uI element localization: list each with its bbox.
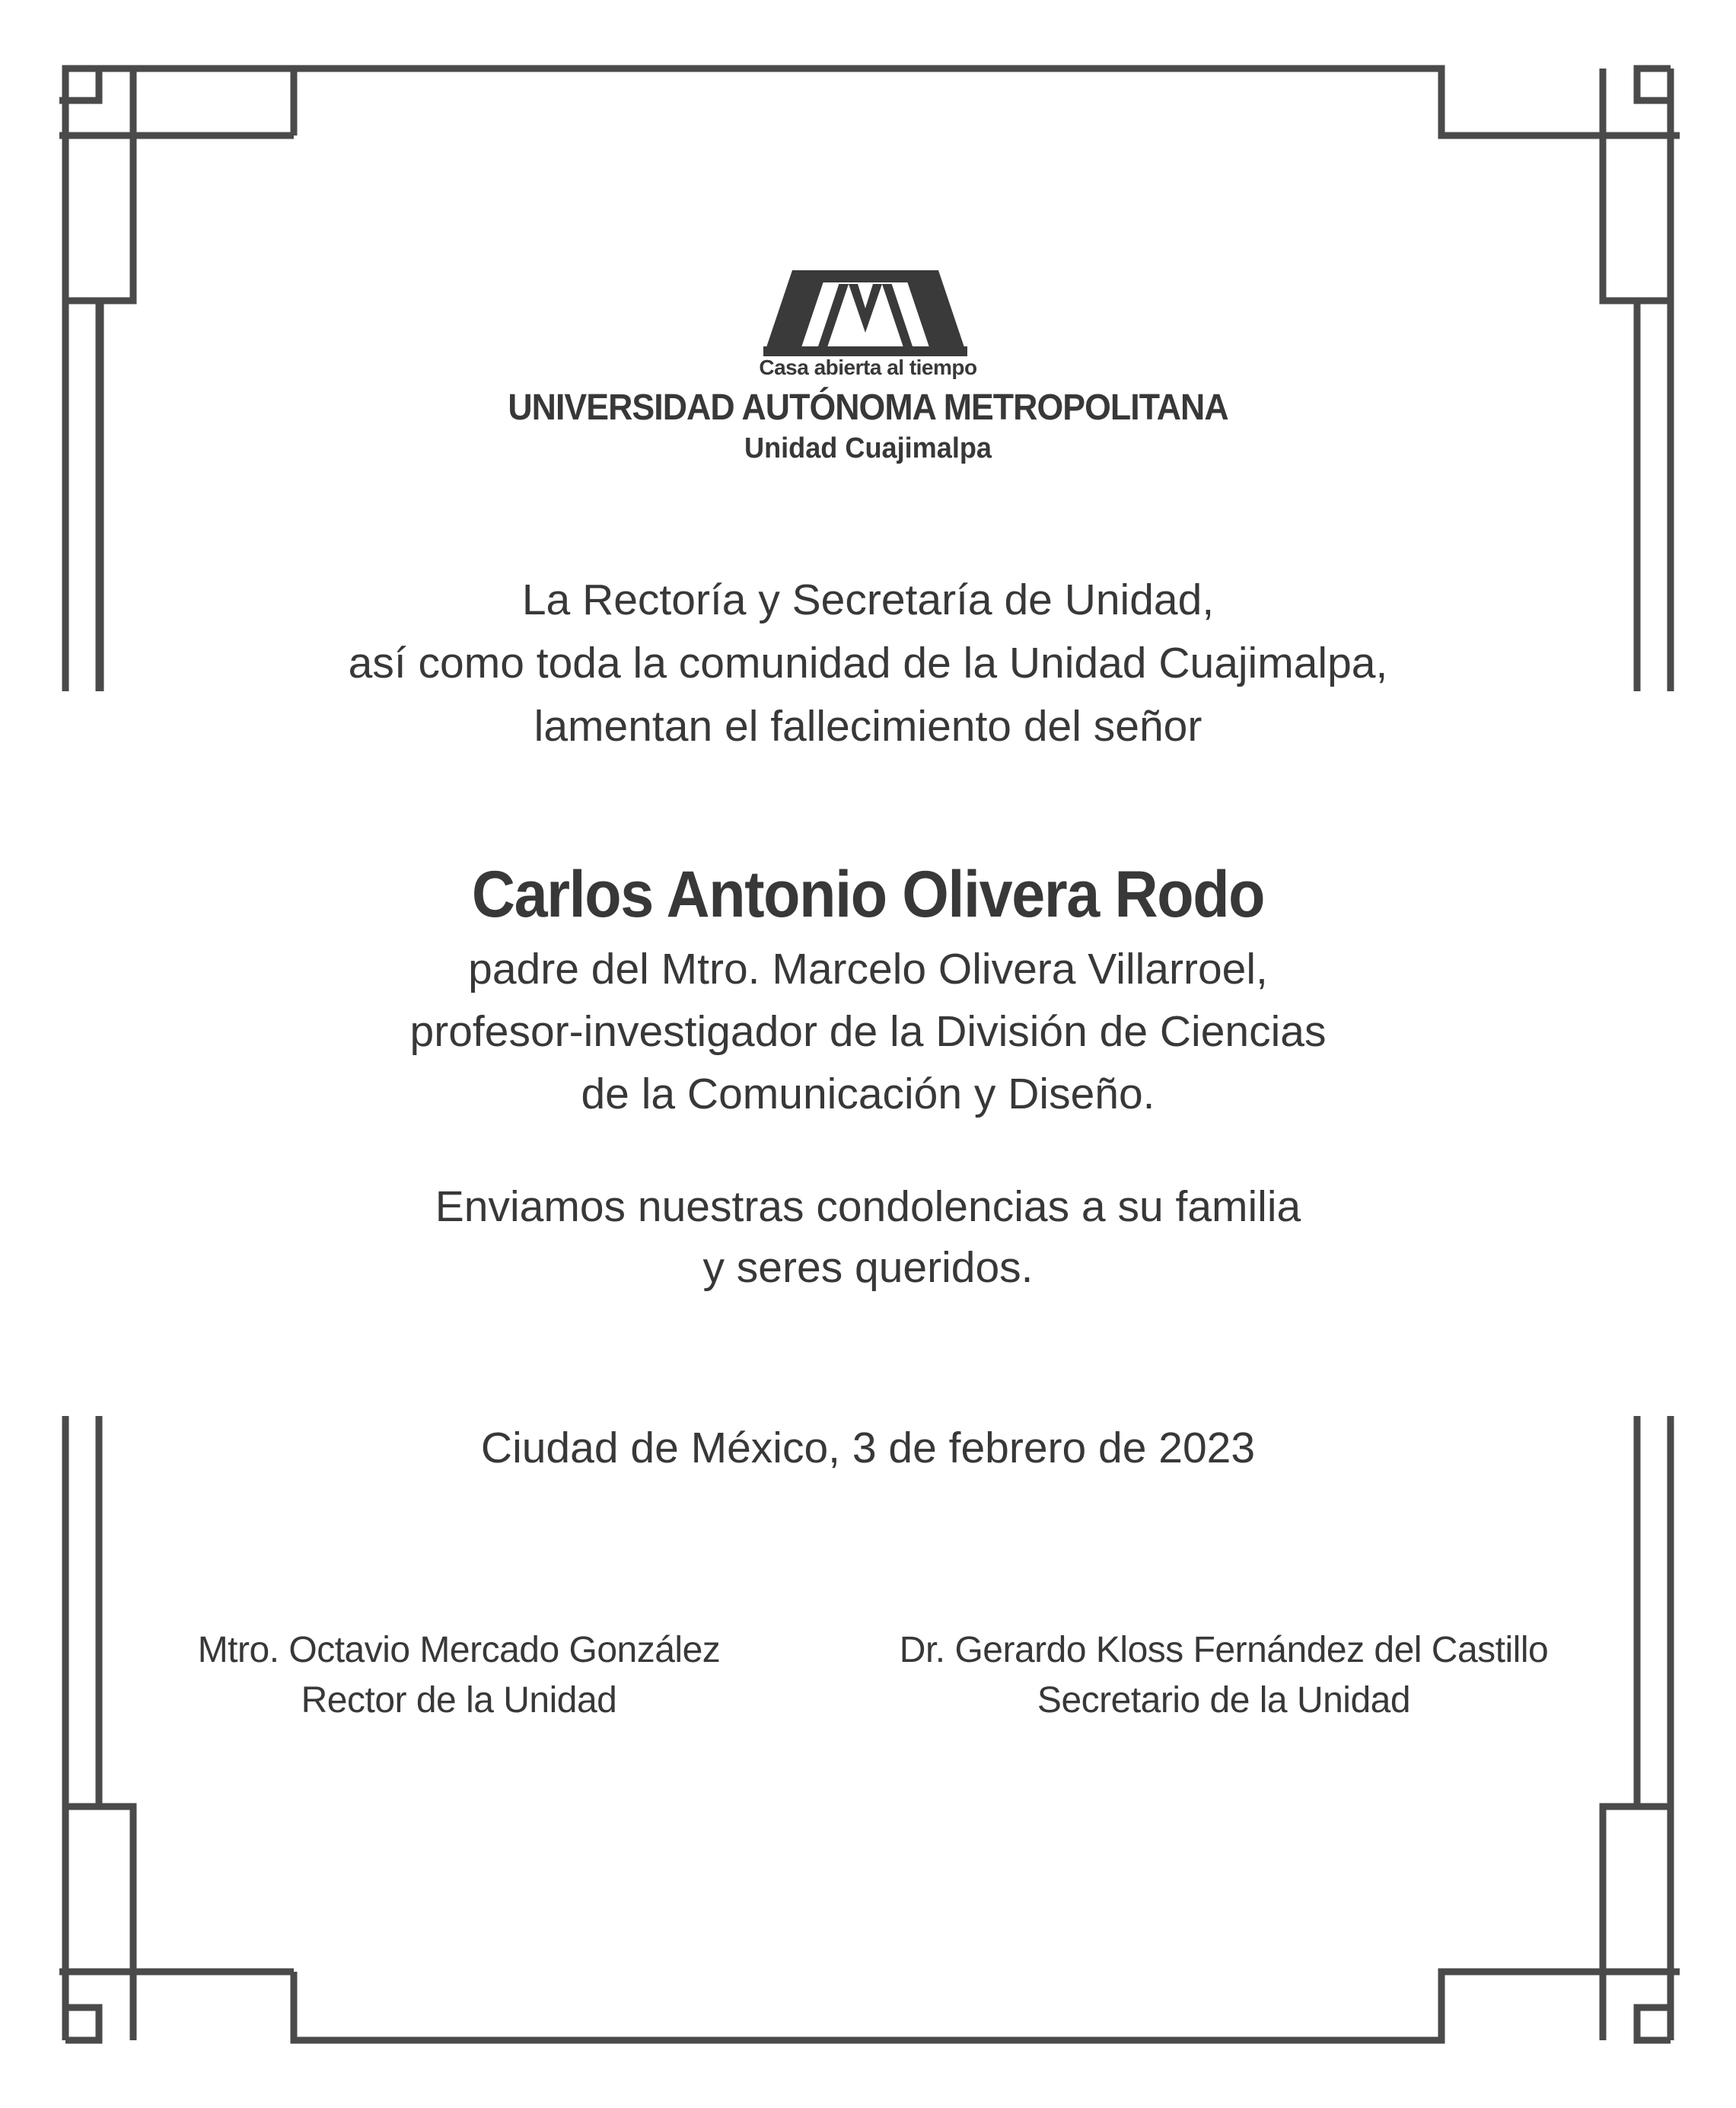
relation-line: padre del Mtro. Marcelo Olivera Villarroel, xyxy=(468,945,1268,993)
signatory-name: Dr. Gerardo Kloss Fernández del Castillo xyxy=(899,1630,1549,1670)
frame-tr-outer xyxy=(1637,69,1671,100)
intro-line: así como toda la comunidad de la Unidad Cuajimalpa, xyxy=(348,639,1388,687)
institution-unit: Unidad Cuajimalpa xyxy=(744,432,992,464)
intro-line: La Rectoría y Secretaría de Unidad, xyxy=(521,576,1215,624)
condolence-line: y seres queridos. xyxy=(702,1243,1034,1292)
intro-paragraph xyxy=(0,569,1736,758)
logo-motto: Casa abierta al tiempo xyxy=(759,356,977,379)
deceased-name: Carlos Antonio Olivera Rodo xyxy=(471,858,1265,931)
intro-line: lamentan el fallecimiento del señor xyxy=(534,702,1202,751)
frame-tl-line2 xyxy=(99,69,133,301)
frame-bl-outer xyxy=(65,2008,99,2040)
relation-paragraph xyxy=(0,938,1736,1125)
signatory-title: Rector de la Unidad xyxy=(301,1680,617,1721)
frame-br-line1 xyxy=(1637,1416,1671,2008)
relation-line: de la Comunicación y Diseño. xyxy=(581,1070,1155,1118)
frame-tl-outer xyxy=(65,69,99,100)
frame-bl-line2 xyxy=(99,1807,133,2040)
frame-top-band xyxy=(294,69,1680,136)
frame-bottom-band xyxy=(294,1972,1680,2040)
institution-name: UNIVERSIDAD AUTÓNOMA METROPOLITANA xyxy=(508,387,1228,428)
signatory-secretary xyxy=(843,1625,1604,1726)
frame-br-line2 xyxy=(1603,1807,1637,2040)
condolence-line: Enviamos nuestras condolencias a su familia xyxy=(435,1182,1301,1231)
signatory-name: Mtro. Octavio Mercado González xyxy=(197,1630,721,1670)
relation-line: profesor-investigador de la División de Ciencias xyxy=(409,1007,1327,1056)
signatory-title: Secretario de la Unidad xyxy=(1037,1680,1411,1721)
place-date: Ciudad de México, 3 de febrero de 2023 xyxy=(480,1424,1256,1472)
condolence-paragraph xyxy=(0,1176,1736,1298)
uam-logo-icon xyxy=(763,270,967,356)
frame-tr-line2 xyxy=(1603,69,1637,301)
signatory-rector xyxy=(78,1625,839,1726)
frame-br-outer xyxy=(1637,2008,1671,2040)
